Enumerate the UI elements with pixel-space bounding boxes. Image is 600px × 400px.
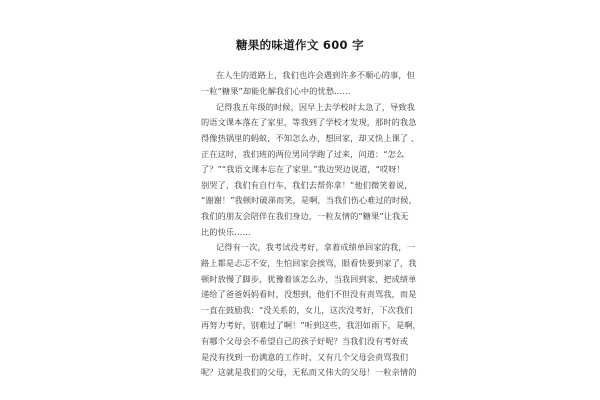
- paragraph-line: 呢？这就是我们的父母，无私而又伟大的父母！一粒亲情的: [201, 367, 417, 377]
- paragraph-line: 正在这时，我们班的两位男同学跑了过来，问道：“怎么: [201, 149, 405, 159]
- paragraph-line: 递给了爸爸妈妈看时，没想到，他们不但没有责骂我，而是: [201, 289, 417, 299]
- paragraph-line: 得像热锅里的蚂蚁，不知怎么办，想回家，却又快上课了 、: [201, 133, 420, 143]
- document-title: 糖果的味道作文 600 字: [236, 38, 364, 52]
- paragraph-line: 我们的朋友会陪伴在我们身边，一粒友情的“糖果”让我无: [201, 211, 409, 221]
- paragraph-line: 路上都是忐忑不安，生怕回家会挨骂，眼看快要到家了，我: [201, 258, 417, 268]
- paragraph-line: 是没有找到一份满意的工作时，又有几个父母会责骂我们: [201, 352, 409, 362]
- paragraph-line: 了？”“我语文课本忘在了家里。”我边哭边说道，“哎呀！: [201, 164, 405, 174]
- paragraph-line: 别哭了，我们有自行车，我们去帮你拿！”他们微笑着说，: [201, 180, 413, 190]
- paragraph-line: 有哪个父母会不希望自己的孩子好呢？当我们没有考好或: [201, 336, 409, 346]
- paragraph-line: 比的快乐……: [201, 227, 251, 237]
- paragraph-line: 一直在鼓励我：“没关系的，女儿，这次没考好，下次我们: [201, 305, 413, 315]
- paragraph-line: 在人生的道路上，我们也许会遇到许多不顺心的事，但: [216, 70, 415, 80]
- paragraph-line: “谢谢！”我顿时破涕而笑，是啊，当我们伤心难过的时候，: [201, 195, 417, 205]
- paragraph-line: 一粒“糖果”却能化解我们心中的忧愁……: [201, 86, 351, 96]
- paragraph-line: 记得有一次，我考试没考好，拿着成绩单回家的我，一: [216, 242, 415, 252]
- paragraph-line: 再努力考好，别难过了啊！”听到这些，我泪如雨下，是啊，: [201, 320, 421, 330]
- paragraph-line: 顿时放慢了脚步，犹豫着该怎么办，当我回到家，把成绩单: [201, 274, 417, 284]
- paragraph-line: 记得我五年级的时候，因早上去学校时太急了，导致我: [216, 102, 415, 112]
- paragraph-line: 的语文课本落在了家里，等我到了学校才发现，那时的我急: [201, 117, 417, 127]
